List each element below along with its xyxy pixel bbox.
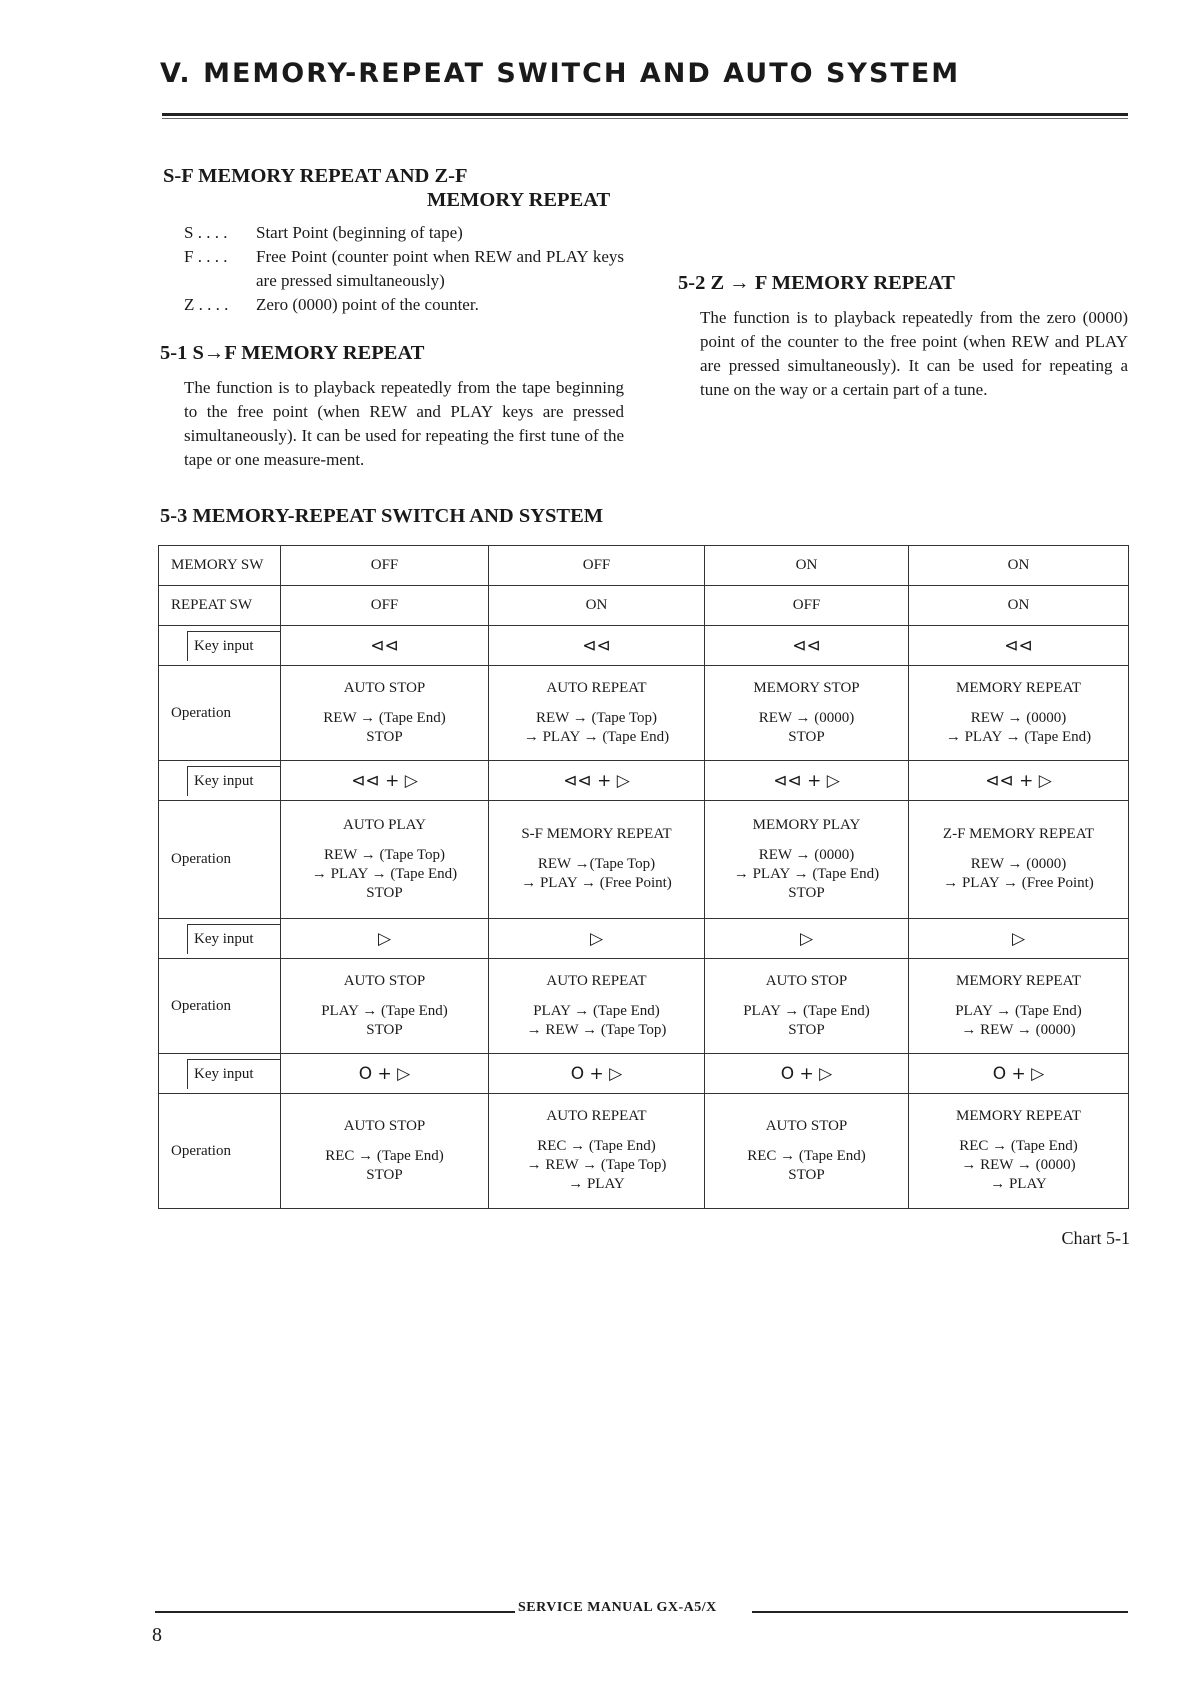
memory-sw-value: ON xyxy=(705,546,909,586)
section-5-1-heading: 5-1 S→F MEMORY REPEAT xyxy=(160,342,425,364)
section-5-1-text: The function is to playback repeatedly from the tape beginning to the free point (when REW and PLAY keys are pressed simultaneously). It can be used for repeating the first tune of the tape or one measure-ment. xyxy=(184,378,624,469)
key-input-value: ⊲⊲ xyxy=(705,626,909,666)
definition-item xyxy=(184,221,624,245)
operation-cell: MEMORY REPEAT PLAY → (Tape End) → REW → (0000) xyxy=(909,959,1129,1054)
key-input-value: O + ▷ xyxy=(281,1054,489,1094)
definition-term: F . . . . xyxy=(184,247,228,266)
definition-desc: Zero (0000) point of the counter. xyxy=(256,295,479,314)
operation-row xyxy=(159,1094,1129,1209)
title-rule-thin xyxy=(162,118,1128,119)
page-title: V. MEMORY-REPEAT SWITCH AND AUTO SYSTEM xyxy=(160,58,961,89)
key-input-value: ⊲⊲ + ▷ xyxy=(909,761,1129,801)
key-input-value: O + ▷ xyxy=(909,1054,1129,1094)
key-input-label: Key input xyxy=(187,631,280,661)
key-input-row xyxy=(159,1054,1129,1094)
section-5-2-heading: 5-2 Z → F MEMORY REPEAT xyxy=(678,272,955,294)
operation-cell: MEMORY PLAY REW → (0000) → PLAY → (Tape End) STOP xyxy=(705,801,909,919)
memory-sw-value: ON xyxy=(909,546,1129,586)
definition-term: Z . . . . xyxy=(184,295,229,314)
operation-cell: S-F MEMORY REPEAT REW →(Tape Top) → PLAY → (Free Point) xyxy=(489,801,705,919)
repeat-sw-value: ON xyxy=(489,586,705,626)
memory-repeat-chart xyxy=(158,545,1129,1209)
key-input-label: Key input xyxy=(187,1059,280,1089)
sf-heading-line2: MEMORY REPEAT xyxy=(427,189,611,211)
sf-zf-heading xyxy=(163,164,610,212)
operation-label: Operation xyxy=(159,1094,281,1209)
definitions-list xyxy=(184,221,624,317)
operation-cell: MEMORY REPEAT REC → (Tape End) → REW → (0000) → PLAY xyxy=(909,1094,1129,1209)
operation-cell: AUTO PLAY REW → (Tape Top) → PLAY → (Tape End) STOP xyxy=(281,801,489,919)
memory-sw-value: OFF xyxy=(281,546,489,586)
key-input-value: ⊲⊲ + ▷ xyxy=(281,761,489,801)
key-input-value: O + ▷ xyxy=(705,1054,909,1094)
operation-cell: AUTO STOP PLAY → (Tape End) STOP xyxy=(705,959,909,1054)
operation-label: Operation xyxy=(159,959,281,1054)
memory-sw-value: OFF xyxy=(489,546,705,586)
operation-cell: AUTO STOP PLAY → (Tape End) STOP xyxy=(281,959,489,1054)
operation-cell: Z-F MEMORY REPEAT REW → (0000) → PLAY → (Free Point) xyxy=(909,801,1129,919)
section-5-2-text: The function is to playback repeatedly from the zero (0000) point of the counter to the free point (when REW and PLAY are pressed simultaneously). It can be used for repeating a tune on the way or a certain part of a tune. xyxy=(700,308,1128,399)
key-input-value: ⊲⊲ + ▷ xyxy=(705,761,909,801)
operation-cell: AUTO REPEAT PLAY → (Tape End) → REW → (Tape Top) xyxy=(489,959,705,1054)
operation-cell: AUTO STOP REC → (Tape End) STOP xyxy=(281,1094,489,1209)
key-input-row xyxy=(159,626,1129,666)
repeat-sw-value: ON xyxy=(909,586,1129,626)
footer-rule-left xyxy=(155,1611,515,1613)
operation-row xyxy=(159,801,1129,919)
operation-cell: AUTO REPEAT REW → (Tape Top) → PLAY → (Tape End) xyxy=(489,666,705,761)
key-input-value: ▷ xyxy=(489,919,705,959)
key-input-value: ⊲⊲ xyxy=(281,626,489,666)
operation-row xyxy=(159,959,1129,1054)
key-input-value: ⊲⊲ xyxy=(909,626,1129,666)
definition-desc: Start Point (beginning of tape) xyxy=(256,223,463,242)
page-number: 8 xyxy=(152,1624,162,1646)
key-input-label: Key input xyxy=(187,766,280,796)
footer-text: SERVICE MANUAL GX-A5/X xyxy=(518,1600,717,1615)
operation-cell: MEMORY REPEAT REW → (0000) → PLAY → (Tape End) xyxy=(909,666,1129,761)
key-input-value: ▷ xyxy=(281,919,489,959)
definition-item xyxy=(184,245,624,293)
key-input-row xyxy=(159,919,1129,959)
table-row xyxy=(159,586,1129,626)
key-input-label: Key input xyxy=(187,924,280,954)
operation-cell: AUTO STOP REW → (Tape End) STOP xyxy=(281,666,489,761)
title-rule xyxy=(162,113,1128,116)
memory-sw-label: MEMORY SW xyxy=(159,546,281,586)
key-input-value: ⊲⊲ xyxy=(489,626,705,666)
repeat-sw-label: REPEAT SW xyxy=(159,586,281,626)
sf-heading-line1: S-F MEMORY REPEAT AND Z-F xyxy=(163,165,468,187)
repeat-sw-value: OFF xyxy=(705,586,909,626)
footer-rule-right xyxy=(752,1611,1128,1613)
operation-row xyxy=(159,666,1129,761)
definition-term: S . . . . xyxy=(184,223,228,242)
table-row xyxy=(159,546,1129,586)
key-input-row xyxy=(159,761,1129,801)
operation-label: Operation xyxy=(159,801,281,919)
key-input-value: ▷ xyxy=(909,919,1129,959)
key-input-value: ▷ xyxy=(705,919,909,959)
operation-cell: MEMORY STOP REW → (0000) STOP xyxy=(705,666,909,761)
definition-item xyxy=(184,293,624,317)
key-input-value: ⊲⊲ + ▷ xyxy=(489,761,705,801)
definition-desc: Free Point (counter point when REW and PLAY keys are pressed simultaneously) xyxy=(256,247,624,290)
section-5-3-heading: 5-3 MEMORY-REPEAT SWITCH AND SYSTEM xyxy=(160,505,604,527)
chart-caption: Chart 5-1 xyxy=(1061,1228,1130,1248)
key-input-value: O + ▷ xyxy=(489,1054,705,1094)
operation-cell: AUTO STOP REC → (Tape End) STOP xyxy=(705,1094,909,1209)
operation-cell: AUTO REPEAT REC → (Tape End) → REW → (Tape Top) → PLAY xyxy=(489,1094,705,1209)
repeat-sw-value: OFF xyxy=(281,586,489,626)
operation-label: Operation xyxy=(159,666,281,761)
